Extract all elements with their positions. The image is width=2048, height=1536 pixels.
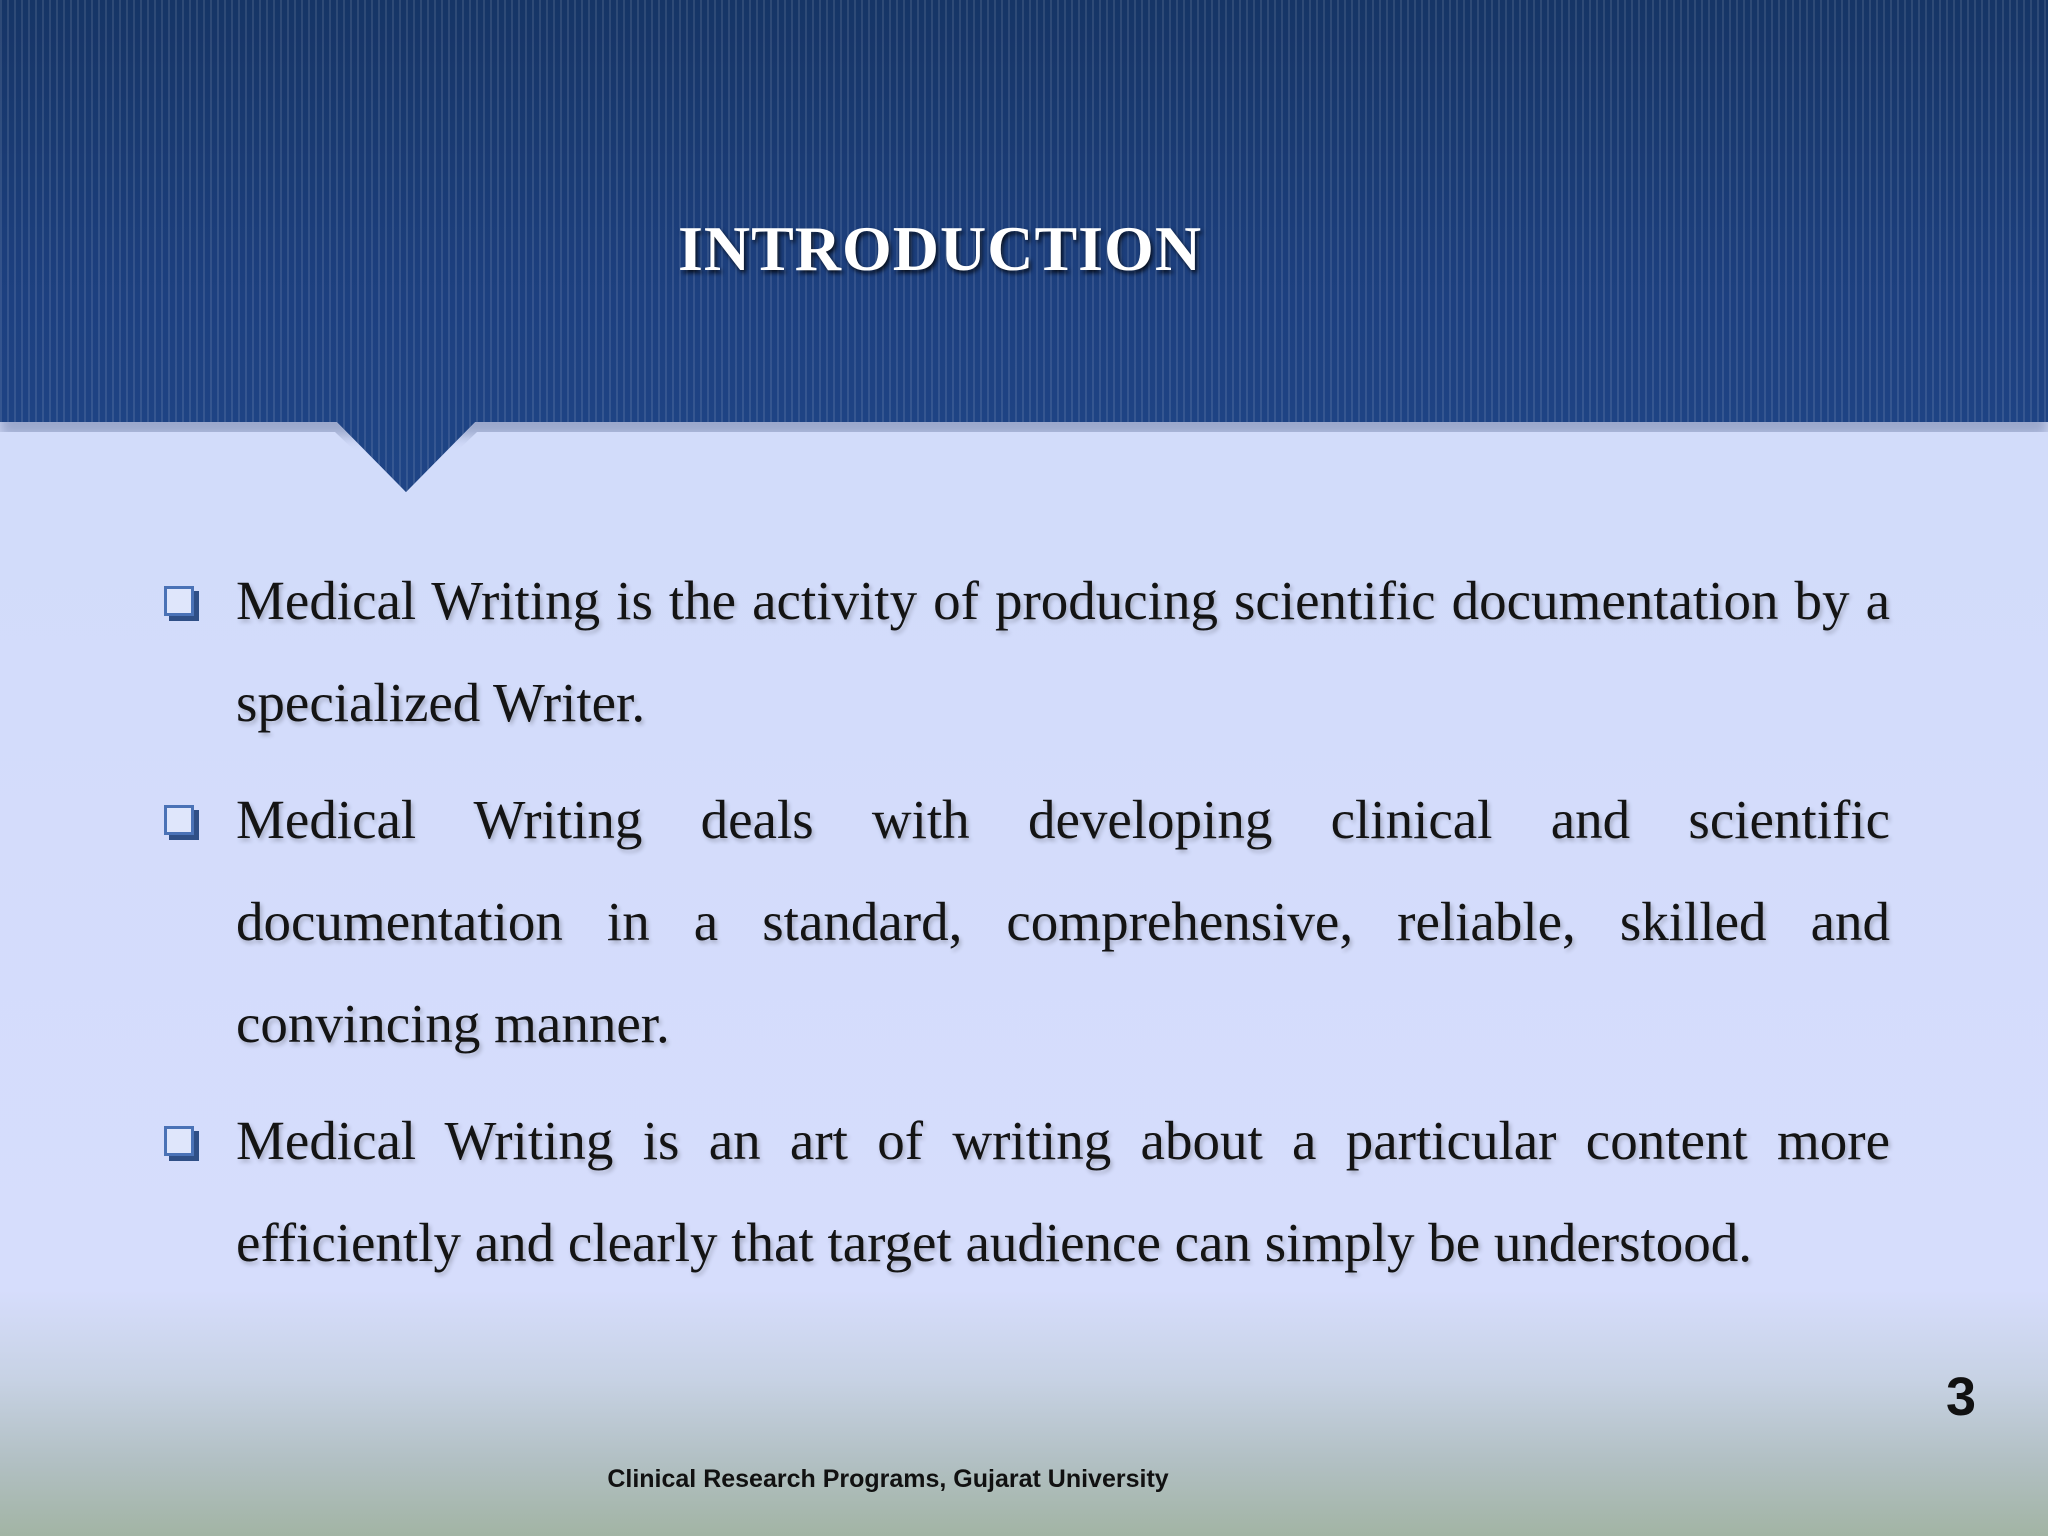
footer-text: Clinical Research Programs, Gujarat University — [607, 1465, 1169, 1493]
page-number: 3 — [1945, 1367, 1976, 1427]
bullet-list — [160, 550, 1890, 1309]
bullet-text: Medical Writing is the activity of producing scientific documentation by a specialized Writer. — [236, 570, 1890, 733]
square-bullet-icon — [164, 586, 194, 616]
bullet-item — [160, 769, 1890, 1075]
bullet-text: Medical Writing deals with developing clinical and scientific documentation in a standard, comprehensive, reliable, skilled and convincing manner. — [236, 789, 1890, 1054]
bullet-item — [160, 1090, 1890, 1294]
square-bullet-icon — [164, 1126, 194, 1156]
bullet-item — [160, 550, 1890, 754]
bullet-text: Medical Writing is an art of writing about a particular content more efficiently and clearly that target audience can simply be understood. — [236, 1110, 1890, 1273]
square-bullet-icon — [164, 805, 194, 835]
slide-title: INTRODUCTION — [677, 213, 1203, 284]
